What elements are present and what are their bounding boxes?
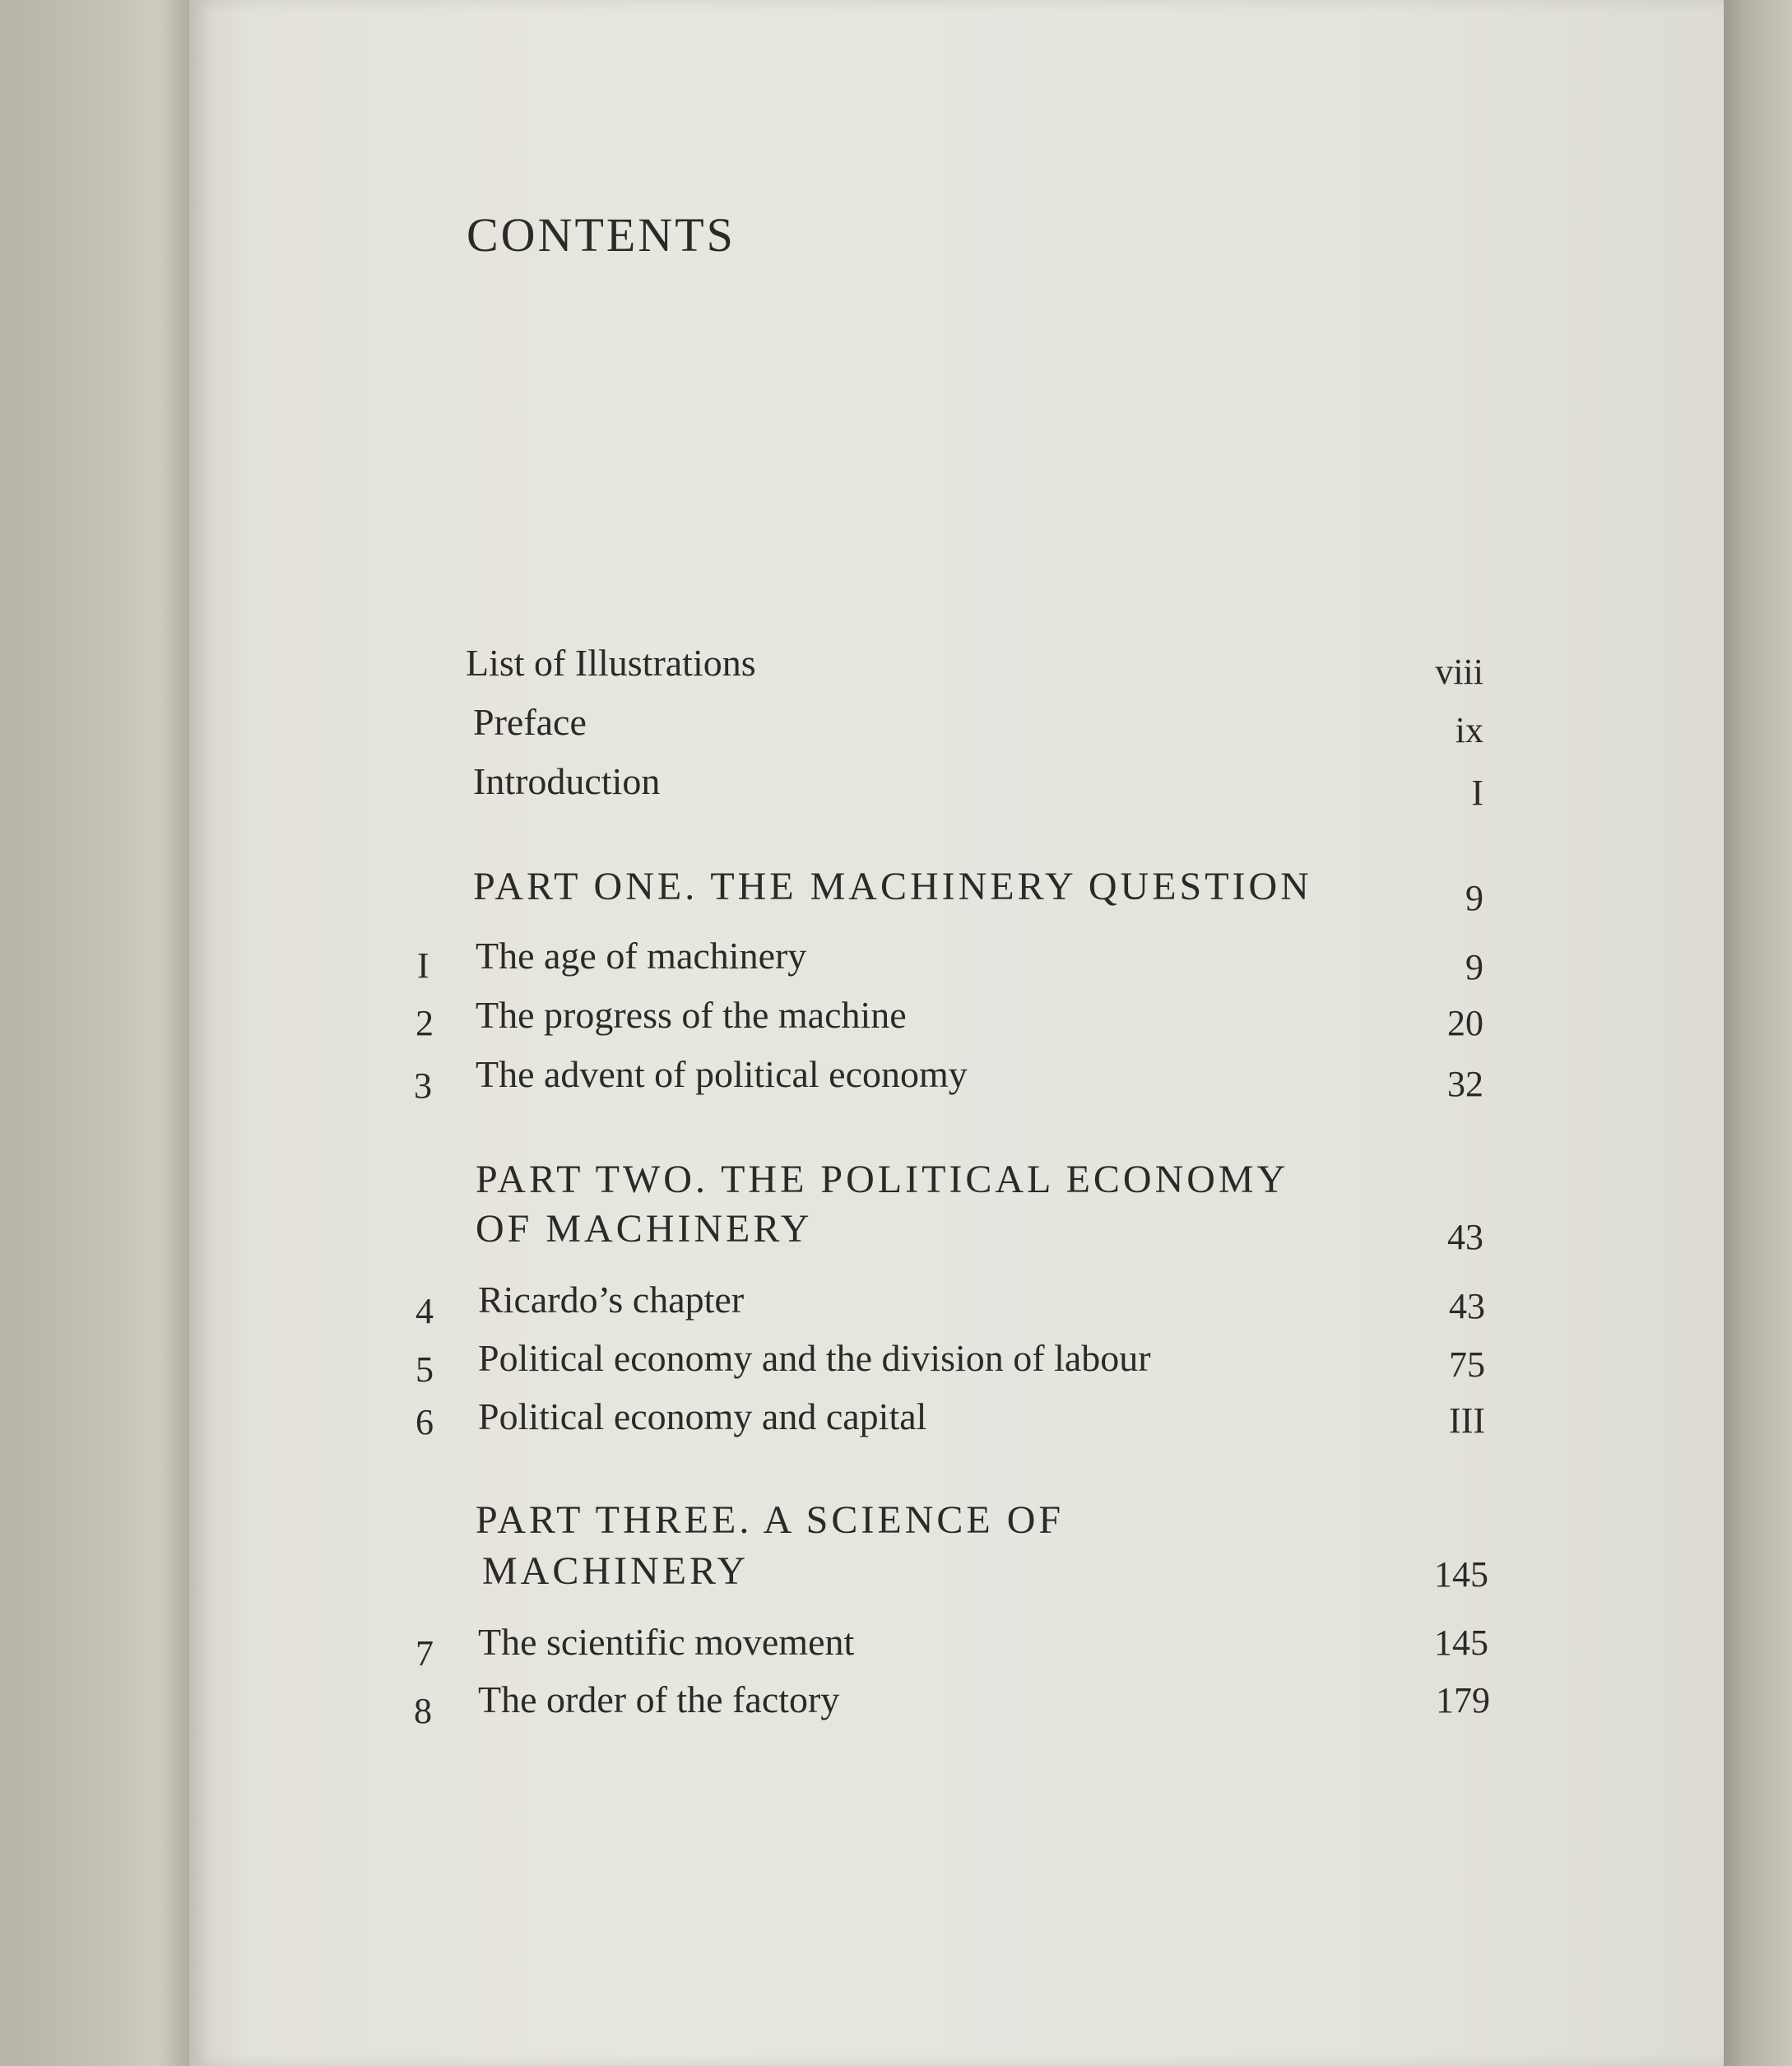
chapter-title: The progress of the machine <box>476 994 907 1036</box>
part-page: 145 <box>1434 1554 1488 1595</box>
toc-entry-page: viii <box>1435 652 1483 692</box>
chapter-number: 6 <box>416 1402 434 1442</box>
page-edge <box>1724 0 1792 2066</box>
chapter-page: 32 <box>1447 1064 1483 1104</box>
toc-entry-label: Preface <box>473 701 587 743</box>
chapter-title: Ricardo’s chapter <box>478 1279 745 1321</box>
chapter-title: Political economy and the division of labour <box>478 1337 1151 1379</box>
chapter-page: 43 <box>1449 1286 1485 1326</box>
part-heading-continued: OF MACHINERY <box>476 1207 813 1251</box>
part-page: 43 <box>1447 1217 1483 1257</box>
chapter-page: III <box>1449 1400 1485 1441</box>
chapter-page: 9 <box>1465 947 1483 987</box>
chapter-page: 179 <box>1436 1680 1490 1720</box>
chapter-title: The advent of political economy <box>476 1053 968 1095</box>
part-heading: PART TWO. THE POLITICAL ECONOMY <box>476 1158 1289 1201</box>
chapter-number: 3 <box>414 1065 432 1106</box>
chapter-number: 8 <box>414 1691 432 1731</box>
chapter-number: 2 <box>416 1003 434 1043</box>
chapter-page: 20 <box>1447 1003 1483 1043</box>
toc-entry-page: ix <box>1455 710 1483 750</box>
chapter-number: 7 <box>416 1633 434 1674</box>
contents-title: CONTENTS <box>467 208 736 262</box>
chapter-number: I <box>417 945 429 986</box>
chapter-number: 5 <box>416 1349 434 1390</box>
part-heading: PART ONE. THE MACHINERY QUESTION <box>473 865 1312 908</box>
chapter-title: The age of machinery <box>476 935 807 977</box>
toc-entry-label: Introduction <box>473 760 661 802</box>
chapter-page: 145 <box>1434 1623 1488 1663</box>
chapter-title: Political economy and capital <box>478 1395 927 1437</box>
part-page: 9 <box>1465 878 1483 918</box>
part-heading-continued: MACHINERY <box>482 1549 750 1593</box>
toc-entry-label: List of Illustrations <box>466 642 756 684</box>
book-spine-shadow <box>0 0 197 2066</box>
chapter-number: 4 <box>416 1291 434 1331</box>
part-heading: PART THREE. A SCIENCE OF <box>476 1498 1065 1542</box>
toc-entry-page: I <box>1471 773 1483 813</box>
chapter-page: 75 <box>1449 1344 1485 1385</box>
chapter-title: The scientific movement <box>478 1621 855 1663</box>
chapter-title: The order of the factory <box>478 1678 840 1720</box>
